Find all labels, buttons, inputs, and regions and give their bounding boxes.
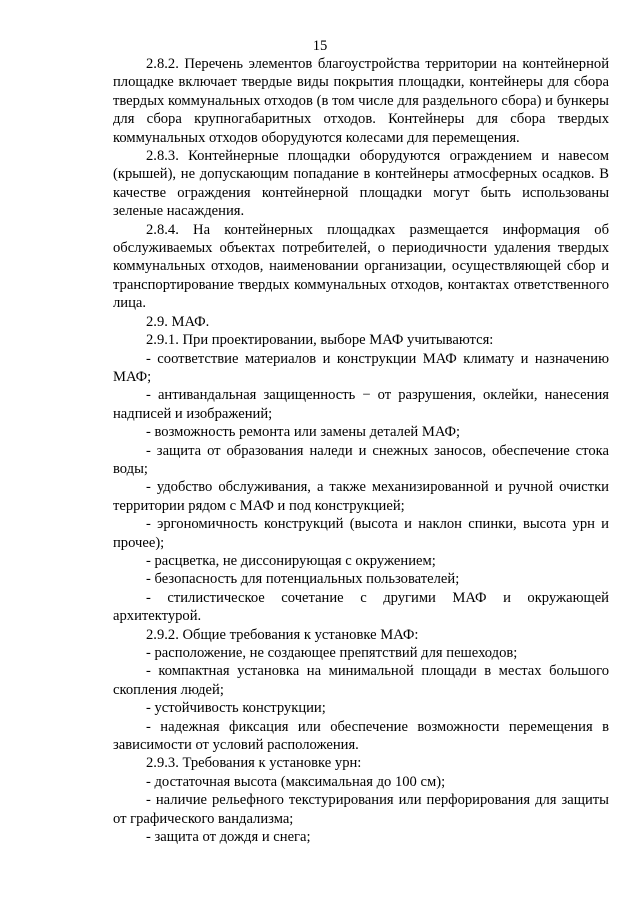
paragraph-2-9-1: 2.9.1. При проектировании, выборе МАФ учитываются: [146, 332, 494, 349]
list-item: - достаточная высота (максимальная до 100 см); [146, 773, 446, 790]
list-item: - устойчивость конструкции; [146, 700, 326, 717]
paragraph-2-8-2: 2.8.2. Перечень элементов благоустройства территории на контейнерной площадке включает твердые виды покрытия площадки, контейнеры для сбора твердых коммунальных отходов (в том числе для раздельного сбора) и бункеры для сбора крупногабаритных отходов. Контейнеры для сбора твердых коммунальных отходов оборудуются колесами для перемещения. [113, 56, 609, 146]
section-heading-2-9: 2.9. МАФ. [146, 313, 210, 330]
paragraph-2-9-3: 2.9.3. Требования к установке урн: [146, 755, 362, 772]
list-item: - удобство обслуживания, а также механизированной и ручной очистки территории рядом с МАФ и под конструкцией; [113, 479, 609, 514]
list-item: - возможность ремонта или замены деталей МАФ; [146, 424, 461, 441]
list-item: - надежная фиксация или обеспечение возможности перемещения в зависимости от условий расположения. [113, 718, 609, 754]
document-body [113, 55, 609, 846]
list-item: - стилистическое сочетание с другими МАФ и окружающей архитектурой. [113, 589, 609, 625]
list-item: - соответствие материалов и конструкции МАФ климату и назначению МАФ; [113, 350, 609, 385]
list-item: - антивандальная защищенность − от разрушения, оклейки, нанесения надписей и изображений; [113, 387, 609, 422]
list-item: - защита от дождя и снега; [146, 829, 311, 846]
list-item: - компактная установка на минимальной площади в местах большого скопления людей; [113, 663, 609, 698]
list-item: - наличие рельефного текстурирования или перфорирования для защиты от графического вандализма; [113, 792, 609, 827]
list-item: - безопасность для потенциальных пользователей; [146, 571, 460, 588]
list-item: - эргономичность конструкций (высота и наклон спинки, высота урн и прочее); [113, 516, 609, 551]
list-item: - расцветка, не диссонирующая с окружением; [146, 552, 436, 569]
page-number: 15 [312, 38, 328, 54]
list-item: - защита от образования наледи и снежных заносов, обеспечение стока воды; [113, 442, 609, 477]
paragraph-2-8-4: 2.8.4. На контейнерных площадках размещается информация об обслуживаемых объектах потребителей, о периодичности удаления твердых коммунальных отходов, наименовании организации, осуществляющей сбор и транспортирование твердых коммунальных отходов, контактах ответственного лица. [113, 221, 609, 312]
paragraph-2-8-3: 2.8.3. Контейнерные площадки оборудуются ограждением и навесом (крышей), не допускающим попадание в контейнеры атмосферных осадков. В качестве ограждения контейнерной площадки могут быть использованы зеленые насаждения. [113, 148, 609, 220]
paragraph-2-9-2: 2.9.2. Общие требования к установке МАФ: [146, 626, 419, 643]
list-item: - расположение, не создающее препятствий для пешеходов; [146, 645, 518, 661]
